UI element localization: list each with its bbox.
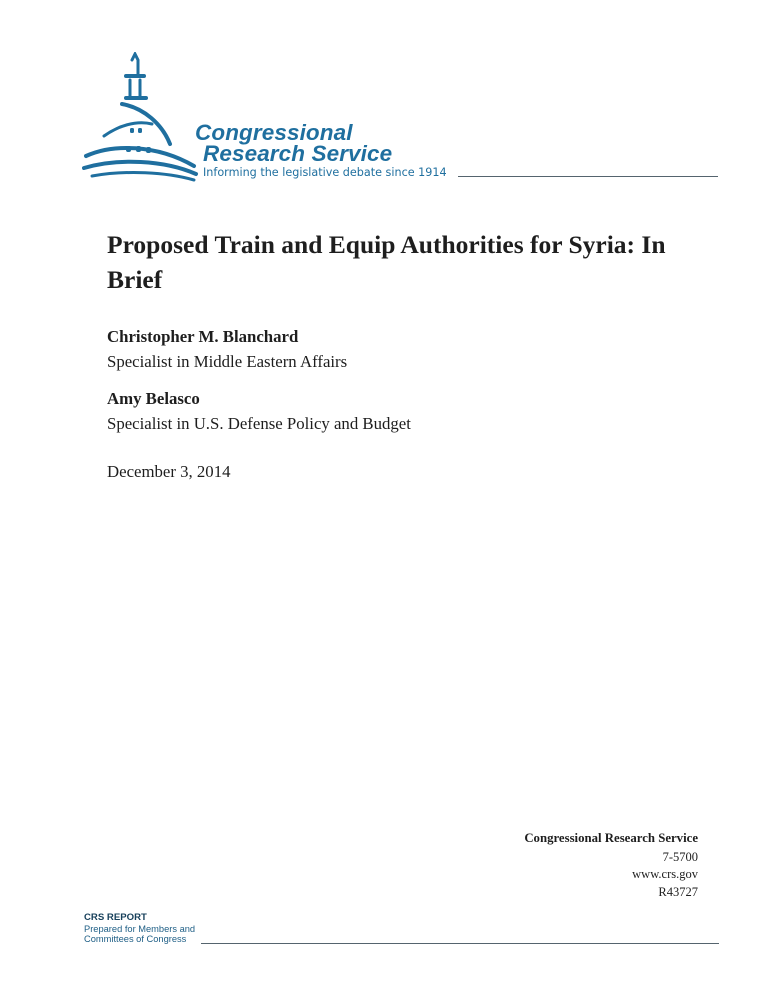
phone-number: 7-5700 xyxy=(662,849,698,864)
publication-date: December 3, 2014 xyxy=(107,462,231,481)
author-name: Amy Belasco xyxy=(107,389,200,408)
capitol-dome-icon xyxy=(82,52,202,187)
document-title: Proposed Train and Equip Authorities for Syria: In Brief xyxy=(107,230,666,294)
report-footer-line-2: Committees of Congress xyxy=(84,934,187,944)
report-number: R43727 xyxy=(658,884,698,899)
brand-line-2: Research Service xyxy=(203,141,393,166)
organization-name: Congressional Research Service xyxy=(524,831,698,845)
brand-line-1: Congressional xyxy=(195,120,353,145)
crs-logo xyxy=(82,52,722,187)
report-label: CRS REPORT xyxy=(84,912,147,923)
tagline-divider xyxy=(458,176,718,177)
report-footer-line-1: Prepared for Members and xyxy=(84,923,196,934)
tagline: Informing the legislative debate since 1914 xyxy=(203,166,447,179)
crs-info-block xyxy=(524,830,698,901)
author-name: Christopher M. Blanchard xyxy=(107,327,299,346)
report-footer xyxy=(84,913,195,945)
footer-divider xyxy=(201,943,719,944)
author-role: Specialist in Middle Eastern Affairs xyxy=(107,352,348,371)
author-role: Specialist in U.S. Defense Policy and Budget xyxy=(107,414,411,433)
website-link[interactable]: www.crs.gov xyxy=(632,867,698,881)
